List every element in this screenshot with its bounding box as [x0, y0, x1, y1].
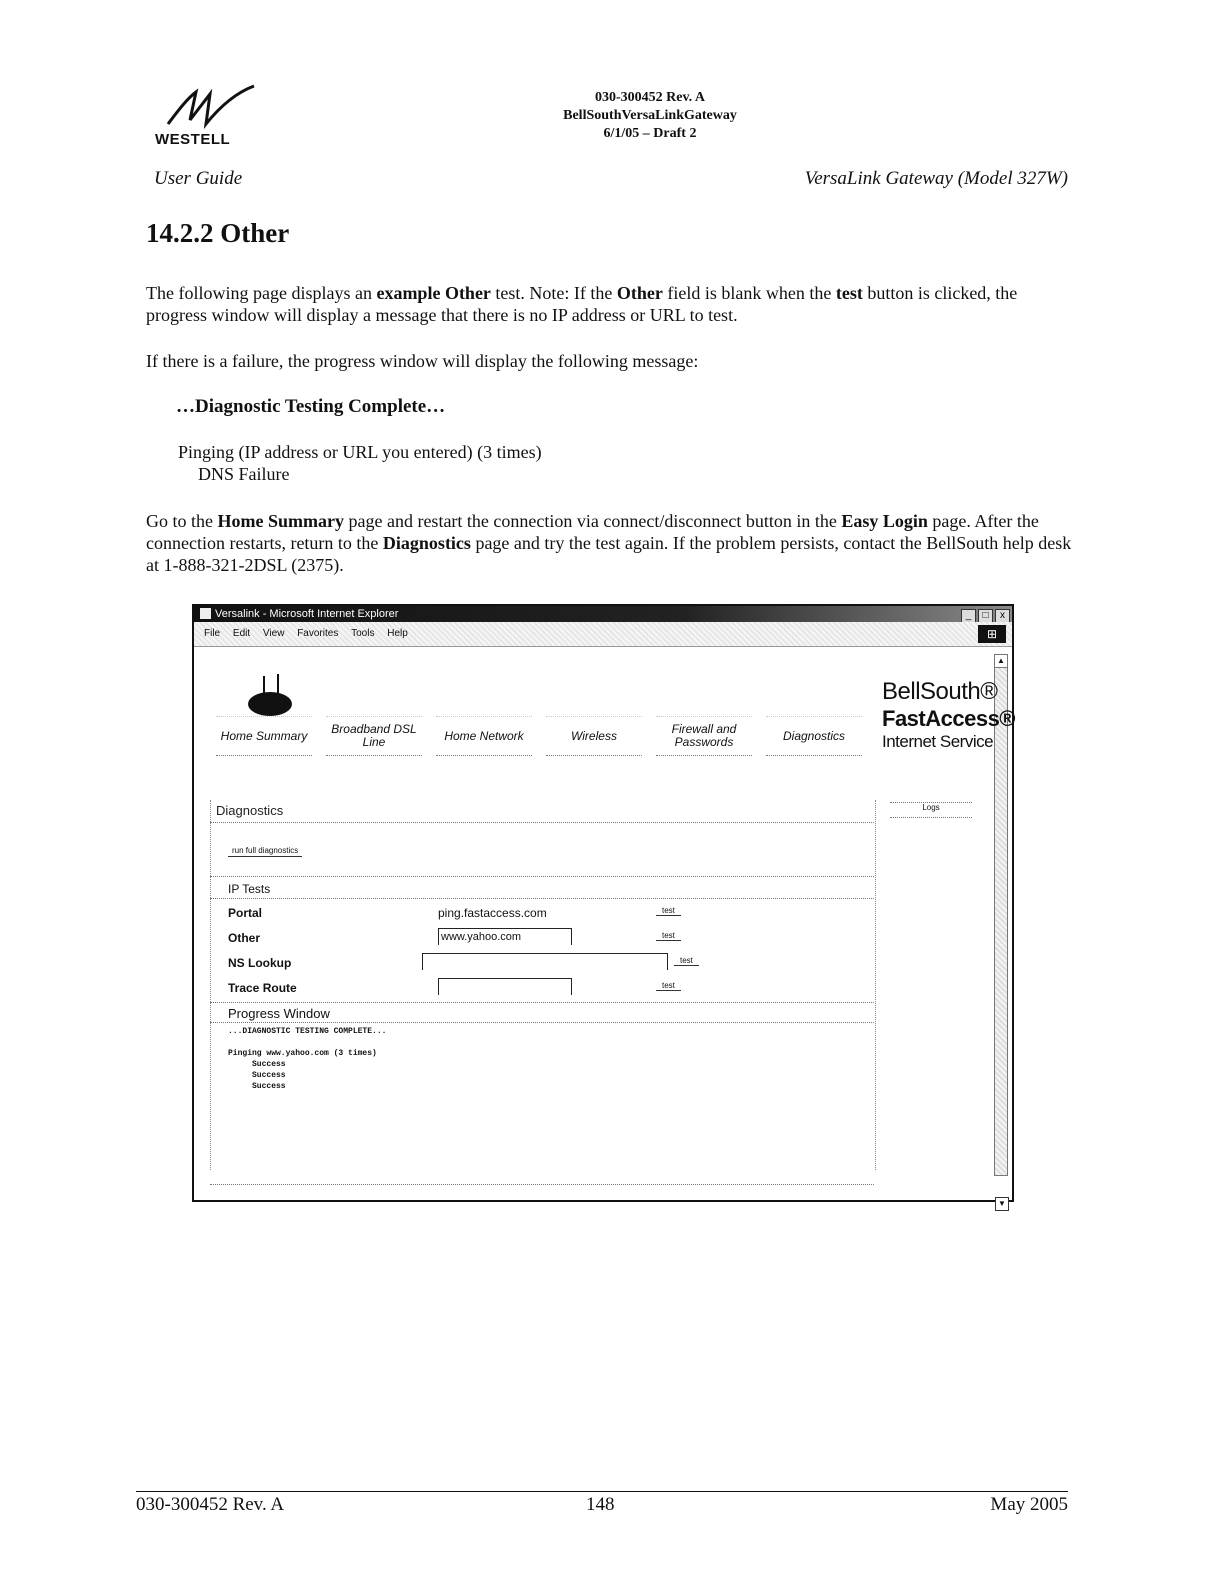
ns-lookup-input[interactable] — [422, 953, 668, 970]
paragraph-intro: The following page displays an example Other test. Note: If the Other field is blank when the test button is clicked, the progress window will display a message that there is no IP address or URL to test. — [146, 283, 1018, 325]
nav-home-network[interactable]: Home Network — [436, 716, 532, 756]
page-number: 148 — [586, 1494, 615, 1515]
message-complete: …Diagnostic Testing Complete… — [176, 396, 446, 417]
nav-firewall-passwords[interactable]: Firewall and Passwords — [656, 716, 752, 756]
scroll-up-icon[interactable]: ▲ — [995, 655, 1007, 668]
message-pinging: Pinging (IP address or URL you entered) (3 times) DNS Failure — [178, 442, 542, 484]
other-input[interactable]: www.yahoo.com — [438, 928, 572, 945]
ns-lookup-test-button[interactable]: test — [674, 956, 699, 966]
menu-help[interactable]: Help — [387, 628, 408, 639]
ip-tests-title: IP Tests — [228, 882, 271, 896]
document-id: 030-300452 Rev. A BellSouthVersaLinkGateway 6/1/05 – Draft 2 — [563, 90, 737, 141]
nav-diagnostics[interactable]: Diagnostics — [766, 716, 862, 756]
ie-icon — [200, 608, 211, 619]
windows-flag-icon: ⊞ — [978, 625, 1006, 643]
section-title: 14.2.2 Other — [146, 218, 290, 248]
nav-home-summary[interactable]: Home Summary — [216, 716, 312, 756]
footer-rule — [136, 1491, 1068, 1492]
progress-window-text: ...DIAGNOSTIC TESTING COMPLETE... Pinging www.yahoo.com (3 times) Success Success Success — [228, 1027, 387, 1091]
footer-date: May 2005 — [990, 1494, 1068, 1515]
trace-route-label: Trace Route — [228, 981, 297, 995]
other-test-button[interactable]: test — [656, 931, 681, 941]
header-left: User Guide — [154, 168, 243, 189]
run-full-diagnostics-button[interactable]: run full diagnostics — [228, 846, 302, 857]
trace-route-test-button[interactable]: test — [656, 981, 681, 991]
portal-value: ping.fastaccess.com — [438, 906, 547, 920]
menu-bar — [194, 622, 1012, 647]
menu-view[interactable]: View — [262, 628, 285, 639]
portal-label: Portal — [228, 906, 263, 920]
paragraph-instructions: Go to the Home Summary page and restart the connection via connect/disconnect button in the Easy Login page. After the connection restarts, return to the Diagnostics page and try the test again. If the problem persists, contact the BellSouth help desk at 1-888-321-2DSL (2375). — [146, 511, 1072, 575]
progress-window-title: Progress Window — [228, 1006, 330, 1021]
nav-wireless[interactable]: Wireless — [546, 716, 642, 756]
maximize-button[interactable]: □ — [978, 609, 993, 623]
minimize-button[interactable]: _ — [961, 609, 976, 623]
other-label: Other — [228, 931, 261, 945]
header-right: VersaLink Gateway (Model 327W) — [804, 168, 1068, 189]
footer-doc-id: 030-300452 Rev. A — [136, 1494, 285, 1515]
title-bar: Versalink - Microsoft Internet Explorer _ □ x — [194, 606, 1012, 622]
scroll-down-icon[interactable]: ▼ — [995, 1197, 1009, 1211]
westell-logo-text: WESTELL — [155, 131, 231, 148]
panel-title: Diagnostics — [216, 803, 284, 818]
menu-file[interactable]: File — [204, 628, 221, 639]
close-button[interactable]: x — [995, 609, 1010, 623]
logs-button[interactable]: Logs — [890, 802, 972, 818]
westell-logo-icon — [166, 84, 256, 130]
trace-route-input[interactable] — [438, 978, 572, 995]
menu-edit[interactable]: Edit — [232, 628, 251, 639]
bellsouth-brand: BellSouth® FastAccess® Internet Service — [882, 678, 1016, 751]
menu-favorites[interactable]: Favorites — [297, 628, 339, 639]
router-icon — [242, 672, 296, 722]
window-buttons — [959, 607, 1010, 623]
menu-tools[interactable]: Tools — [351, 628, 375, 639]
nav-broadband-dsl-line[interactable]: Broadband DSL Line — [326, 716, 422, 756]
paragraph-failure: If there is a failure, the progress window will display the following message: — [146, 351, 699, 371]
portal-test-button[interactable]: test — [656, 906, 681, 916]
ns-lookup-label: NS Lookup — [228, 956, 292, 970]
browser-window — [192, 604, 1016, 1208]
